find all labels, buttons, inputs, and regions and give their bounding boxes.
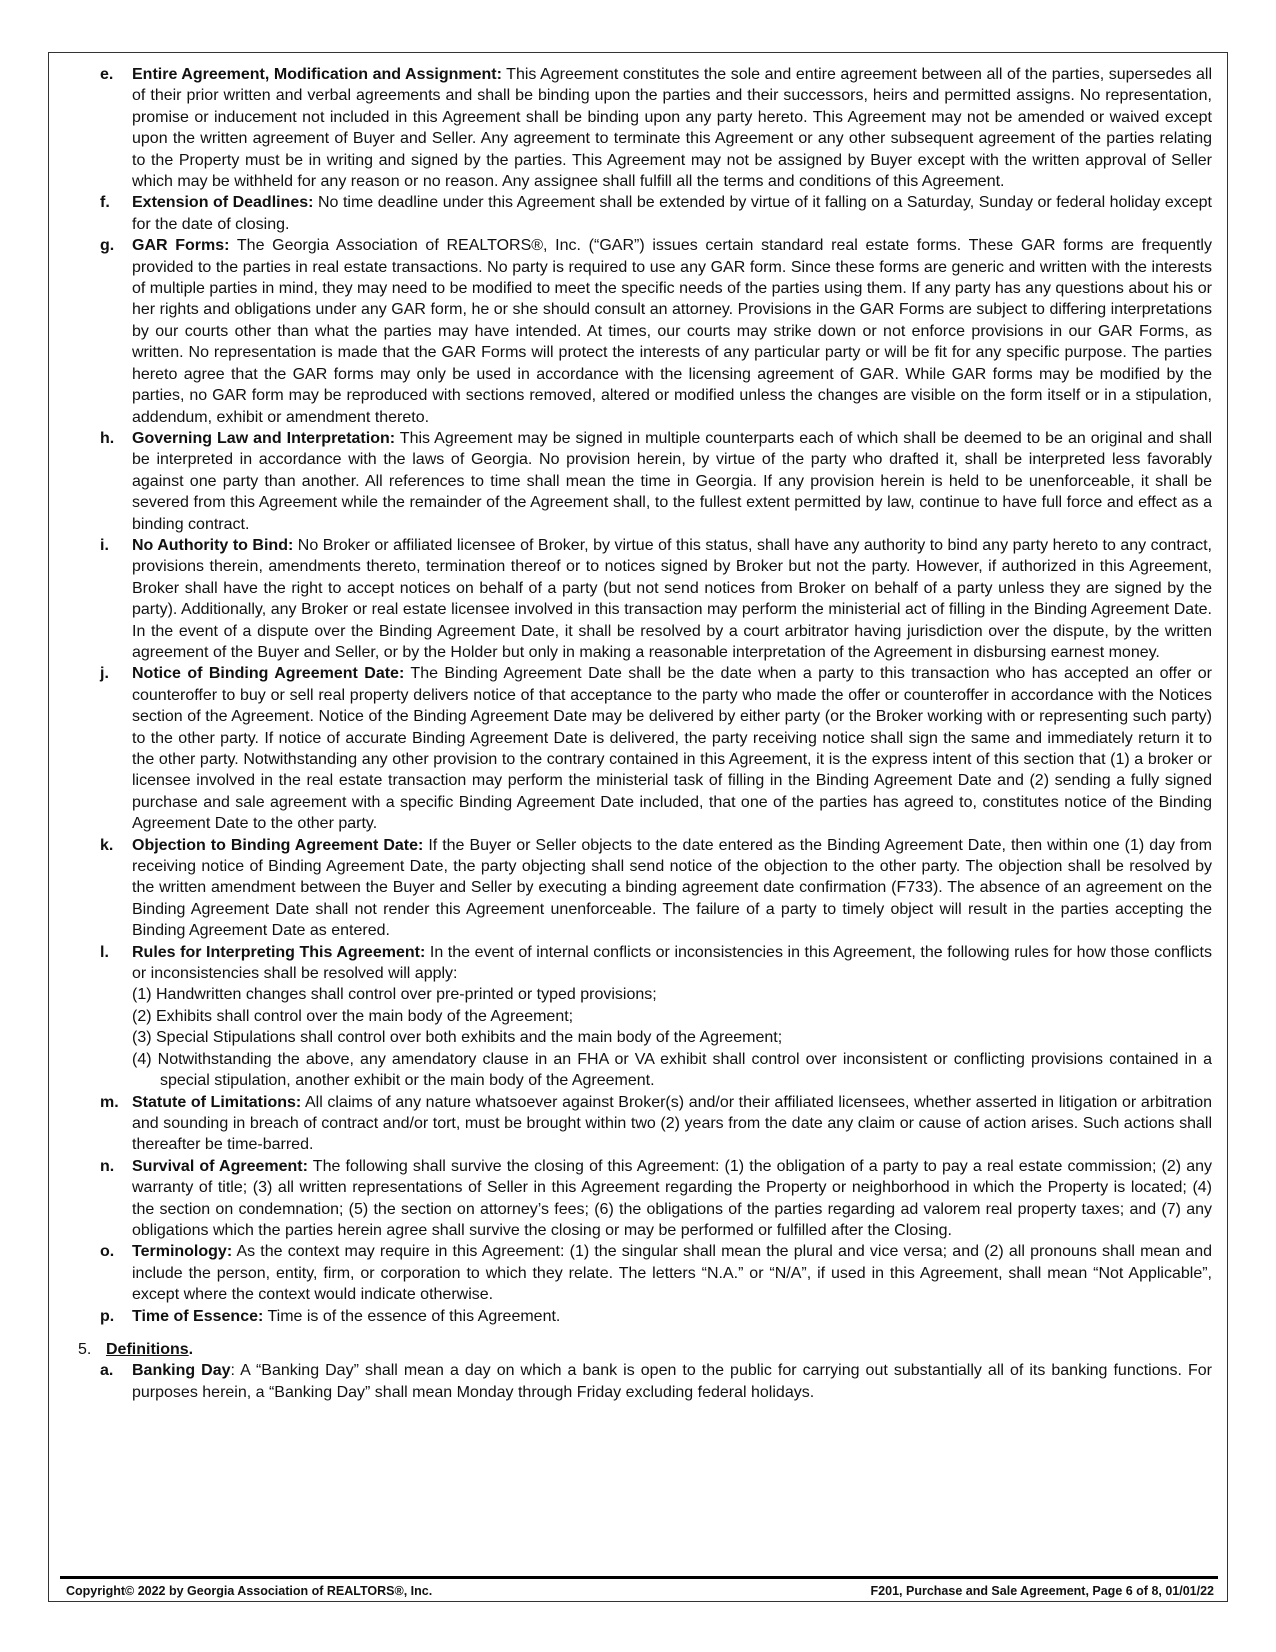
section-title: Definitions bbox=[106, 1340, 189, 1358]
definition-banking-day bbox=[100, 1360, 1212, 1403]
clause-text: The following shall survive the closing of this Agreement: (1) the obligation of a party to pay a real estate commission; (2) any warranty of title; (3) all written representations of Seller in this Agreement regarding the Property or neighborhood in which the Property is located; (4) the section on condemnation; (5) the section on attorney’s fees; (6) the obligations of the parties regarding ad valorem real property taxes; and (7) any obligations which the parties herein agree shall survive the closing or may be performed or fulfilled after the Closing. bbox=[132, 1157, 1213, 1239]
clause-letter: m. bbox=[100, 1093, 119, 1111]
clause-title: Governing Law and Interpretation: bbox=[132, 429, 396, 447]
clause-j bbox=[100, 663, 1212, 834]
clause-letter: i. bbox=[100, 536, 109, 554]
rule-item: (4) Notwithstanding the above, any amendatory clause in an FHA or VA exhibit shall control over inconsistent or conflicting provisions contained in a special stipulation, another exhibit or the main body of the Agreement. bbox=[132, 1050, 1212, 1090]
clause-title: Objection to Binding Agreement Date: bbox=[132, 836, 424, 854]
clause-text: All claims of any nature whatsoever against Broker(s) and/or their affiliated licensees, whether asserted in litigation or arbitration and sounding in breach of contract and/or tort, must be brought within two (2) years from the date any claim or cause of action arises. Such actions shall thereafter be time-barred. bbox=[132, 1093, 1213, 1154]
clause-text: This Agreement constitutes the sole and entire agreement between all of the parties, supersedes all of their prior written and verbal agreements and shall be binding upon the parties and their successors, heirs and permitted assigns. No representation, promise or inducement not included in this Agreement shall be binding upon any party hereto. This Agreement may not be amended or waived except upon the written agreement of Buyer and Seller. Any agreement to terminate this Agreement or any other subsequent agreement of the parties relating to the Property must be in writing and signed by the parties. This Agreement may not be assigned by Buyer except with the written approval of Seller which may be withheld for any reason or no reason. Any assignee shall fulfill all the terms and conditions of this Agreement. bbox=[132, 66, 1212, 191]
clause-letter: h. bbox=[100, 429, 115, 447]
clause-letter: k. bbox=[100, 836, 114, 854]
clause-letter: j. bbox=[100, 665, 109, 683]
clause-title: Survival of Agreement: bbox=[132, 1157, 308, 1175]
clause-letter: o. bbox=[100, 1243, 115, 1261]
clause-title: Rules for Interpreting This Agreement: bbox=[132, 943, 426, 961]
clause-o bbox=[100, 1241, 1212, 1305]
clause-letter: a. bbox=[100, 1362, 114, 1380]
copyright-notice: Copyright© 2022 by Georgia Association of REALTORS®, Inc. bbox=[66, 1584, 433, 1598]
clause-letter: p. bbox=[100, 1307, 115, 1325]
clause-g bbox=[100, 235, 1212, 428]
section-number: 5. bbox=[78, 1340, 92, 1358]
clause-l bbox=[100, 942, 1212, 1092]
clause-title: Time of Essence: bbox=[132, 1307, 264, 1325]
clause-k bbox=[100, 835, 1212, 942]
clause-text: If the Buyer or Seller objects to the date entered as the Binding Agreement Date, then within one (1) day from receiving notice of Binding Agreement Date, the party objecting shall send notice of the objection to the other party. The objection shall be resolved by the written amendment between the Buyer and Seller by executing a binding agreement date confirmation (F733). The absence of an agreement on the Binding Agreement Date shall not render this Agreement unenforceable. The failure of a party to timely object will result in the parties accepting the Binding Agreement Date as entered. bbox=[132, 836, 1212, 940]
clause-letter: e. bbox=[100, 66, 114, 83]
document-body bbox=[78, 64, 1213, 1403]
clause-title: GAR Forms: bbox=[132, 237, 230, 255]
clause-letter: n. bbox=[100, 1157, 115, 1175]
clause-title: No Authority to Bind: bbox=[132, 536, 294, 554]
clause-text: No Broker or affiliated licensee of Broker, by virtue of this status, shall have any authority to bind any party hereto to any contract, provisions therein, amendments thereto, termination thereof or to notices signed by Broker but not the party. However, if authorized in this Agreement, Broker shall have the right to accept notices on behalf of a party (but not send notices from Broker on behalf of a party unless they are signed by the party). Additionally, any Broker or real estate licensee involved in this transaction may perform the ministerial act of filling in the Binding Agreement Date. In the event of a dispute over the Binding Agreement Date, it shall be resolved by a court arbitrator having jurisdiction over the dispute, by the written agreement of the Buyer and Seller, or by the Holder but only in making a reasonable interpretation of the Agreement in disbursing earnest money. bbox=[132, 536, 1212, 661]
clause-letter: g. bbox=[100, 237, 115, 255]
clause-e bbox=[100, 64, 1212, 192]
clause-text: The Georgia Association of REALTORS®, Inc. (“GAR”) issues certain standard real estate forms. These GAR forms are frequently provided to the parties in real estate transactions. No party is required to use any GAR form. Since these forms are generic and written with the interests of multiple parties in mind, they may need to be modified to meet the specific needs of the parties using them. If any party has any questions about his or her rights and obligations under any GAR form, he or she should consult an attorney. Provisions in the GAR Forms are subject to differing interpretations by our courts other than what the parties may have intended. At times, our courts may strike down or not enforce provisions in our GAR Forms, as written. No representation is made that the GAR Forms will protect the interests of any particular party or will be fit for any specific purpose. The parties hereto agree that the GAR forms may only be used in accordance with the licensing agreement of GAR. While GAR forms may be modified by the parties, no GAR form may be reproduced with sections removed, altered or modified unless the changes are visible on the form itself or in a stipulation, addendum, exhibit or amendment thereto. bbox=[132, 237, 1212, 426]
clause-text: This Agreement may be signed in multiple counterparts each of which shall be deemed to be an original and shall be interpreted in accordance with the laws of Georgia. No provision herein, by virtue of the party who drafted it, shall be interpreted less favorably against one party than another. All references to time shall mean the time in Georgia. If any provision herein is held to be unenforceable, it shall be severed from this Agreement while the remainder of the Agreement shall, to the fullest extent permitted by law, continue to have full force and effect as a binding contract. bbox=[132, 429, 1213, 533]
clause-title: Notice of Binding Agreement Date: bbox=[132, 665, 405, 683]
clause-n bbox=[100, 1156, 1212, 1242]
rule-item: (2) Exhibits shall control over the main body of the Agreement; bbox=[132, 1007, 574, 1025]
clause-title: Statute of Limitations: bbox=[132, 1093, 302, 1111]
clause-letter: f. bbox=[100, 194, 110, 212]
section-definitions bbox=[78, 1339, 1212, 1360]
clause-title: Extension of Deadlines: bbox=[132, 194, 314, 212]
clause-text: Time is of the essence of this Agreement. bbox=[263, 1307, 561, 1325]
clause-text: As the context may require in this Agreement: (1) the singular shall mean the plural and vice versa; and (2) all pronouns shall mean and include the person, entity, firm, or corporation to which they relate. The letters “N.A.” or “N/A”, if used in this Agreement, shall mean “Not Applicable”, except where the context would indicate otherwise. bbox=[132, 1243, 1212, 1304]
rule-item: (1) Handwritten changes shall control over pre-printed or typed provisions; bbox=[132, 986, 657, 1004]
clause-f bbox=[100, 192, 1212, 235]
section-title-suffix: . bbox=[188, 1340, 194, 1358]
clause-text: : A “Banking Day” shall mean a day on which a bank is open to the public for carrying out substantially all of its banking functions. For purposes herein, a “Banking Day” shall mean Monday through Friday excluding federal holidays. bbox=[132, 1362, 1212, 1401]
clause-title: Terminology: bbox=[132, 1243, 233, 1261]
clause-text: No time deadline under this Agreement shall be extended by virtue of it falling on a Saturday, Sunday or federal holiday except for the date of closing. bbox=[132, 194, 1213, 233]
clause-text: In the event of internal conflicts or inconsistencies in this Agreement, the following rules for how those conflicts or inconsistencies shall be resolved will apply: bbox=[132, 943, 1213, 983]
clause-text: The Binding Agreement Date shall be the date when a party to this transaction who has accepted an offer or counteroffer to buy or sell real property delivers notice of that acceptance to the party who made the offer or counteroffer in accordance with the Notices section of the Agreement. Notice of the Binding Agreement Date may be delivered by either party (or the Broker working with or representing such party) to the other party. If notice of accurate Binding Agreement Date is delivered, the party receiving notice shall sign the same and immediately return it to the other party. Notwithstanding any other provision to the contrary contained in this Agreement, it is the express intent of this section that (1) a broker or licensee involved in the real estate transaction may perform the ministerial task of filling in the Binding Agreement Date and (2) sending a fully signed purchase and sale agreement with a specific Binding Agreement Date included, that one of the parties has agreed to, constitutes notice of the Binding Agreement Date to the other party. bbox=[132, 665, 1213, 833]
clause-title: Banking Day bbox=[132, 1362, 231, 1380]
form-info: F201, Purchase and Sale Agreement, Page 6 of 8, 01/01/22 bbox=[870, 1584, 1214, 1598]
rule-item: (3) Special Stipulations shall control over both exhibits and the main body of the Agreement; bbox=[132, 1029, 783, 1047]
clause-letter: l. bbox=[100, 943, 109, 961]
footer-divider bbox=[60, 1576, 1218, 1579]
clause-h bbox=[100, 428, 1212, 535]
clause-title: Entire Agreement, Modification and Assignment: bbox=[132, 66, 502, 83]
clause-m bbox=[100, 1092, 1212, 1156]
clause-i bbox=[100, 535, 1212, 663]
clause-p bbox=[100, 1306, 1212, 1327]
